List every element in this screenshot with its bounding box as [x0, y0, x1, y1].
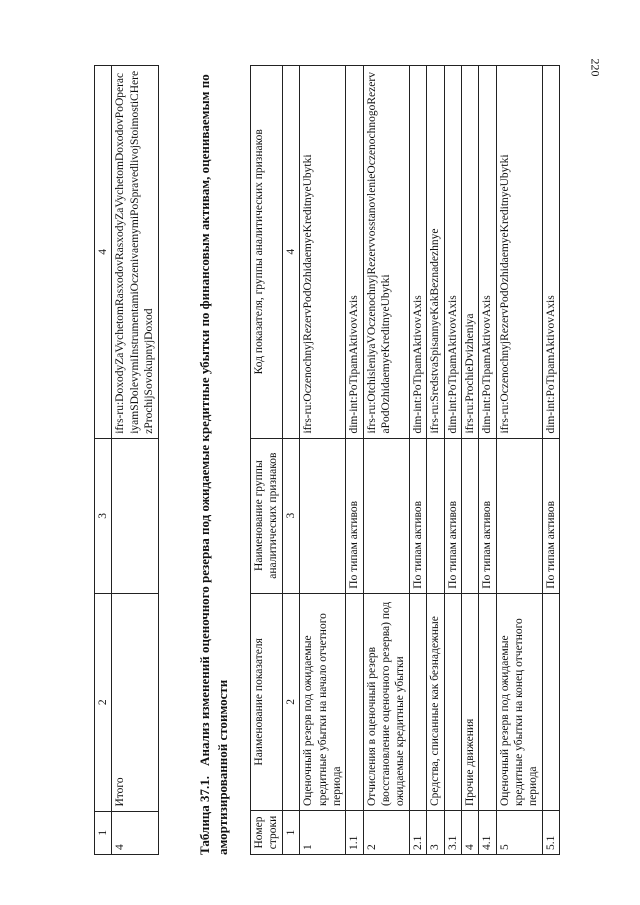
row-group: [112, 438, 158, 593]
row-number: 2.1: [409, 811, 426, 855]
table-row: [496, 66, 542, 855]
row-name: Оценочный резерв под ожидаемые кредитные убытки на начало отчетного периода: [300, 593, 346, 810]
row-code: ifrs-ru:ProchieDvizheniya: [461, 66, 478, 439]
row-code: ifrs-ru:OczenochnyjRezervPodOzhidaemyeKreditnyeUbytki: [496, 66, 542, 439]
row-group: [461, 438, 478, 593]
column-number: 2: [282, 593, 299, 810]
row-group: [427, 438, 444, 593]
row-code: ifrs-ru:OtchisleniyaVOczenochnyjRezervvosstanovlenieOczenochnogoRezervaPodOzhidaemyeKreditnyeUbytki: [363, 66, 409, 439]
column-number: 3: [95, 438, 112, 593]
row-number: 1.1: [346, 811, 363, 855]
table-row: [112, 66, 158, 855]
row-group: По типам активов: [346, 438, 363, 593]
table-row: [542, 66, 559, 855]
row-code: dim-int:PoTipamAktivovAxis: [409, 66, 426, 439]
table-row: [444, 66, 461, 855]
table-caption-text: Анализ изменений оценочного резерва под ожидаемые кредитные убытки по финансовым активам, оцениваемым по амортизированной стоимости: [197, 74, 230, 855]
row-group: [496, 438, 542, 593]
row-name: [479, 593, 496, 810]
row-code: ifrs-ru:DoxodyZaVychetomRasxodovRasxodyZaVychetomDoxodovPoOperaciyamSDolevymiInstrumentamiOczenivaemymiPoSpravedlivojStoimostiCHerezProchijSovokupnyjDoxod: [112, 66, 158, 439]
row-name: [542, 593, 559, 810]
row-number: 4: [461, 811, 478, 855]
row-name: [444, 593, 461, 810]
row-number: 4: [112, 811, 158, 854]
row-name: Отчисления в оценочный резерв (восстановление оценочного резерва) под ожидаемые кредитные убытки: [363, 593, 409, 810]
main-table-header: [251, 66, 283, 855]
column-number: 4: [282, 66, 299, 439]
column-number: 4: [95, 66, 112, 439]
row-number: 5.1: [542, 811, 559, 855]
row-name: Итого: [112, 594, 158, 811]
row-name: Средства, списанные как безнадежные: [427, 593, 444, 810]
row-code: dim-int:PoTipamAktivovAxis: [479, 66, 496, 439]
row-name: Прочие движения: [461, 593, 478, 810]
table-row: [427, 66, 444, 855]
continued-table-column-numbers: [95, 66, 112, 855]
row-code: dim-int:PoTipamAktivovAxis: [542, 66, 559, 439]
row-code: dim-int:PoTipamAktivovAxis: [444, 66, 461, 439]
row-group: По типам активов: [542, 438, 559, 593]
row-group: [363, 438, 409, 593]
row-number: 2: [363, 811, 409, 855]
column-header: Наименование группы аналитических признаков: [251, 438, 283, 593]
row-number: 3.1: [444, 811, 461, 855]
row-group: По типам активов: [409, 438, 426, 593]
row-name: [409, 593, 426, 810]
row-group: По типам активов: [479, 438, 496, 593]
row-name: Оценочный резерв под ожидаемые кредитные убытки на конец отчетного периода: [496, 593, 542, 810]
table-row: [461, 66, 478, 855]
column-header: Наименование показателя: [251, 593, 283, 810]
row-number: 5: [496, 811, 542, 855]
column-number: 1: [282, 811, 299, 855]
row-number: 4.1: [479, 811, 496, 855]
table-row: [300, 66, 346, 855]
row-code: ifrs-ru:SredstvaSpisannyeKakBeznadezhnye: [427, 66, 444, 439]
row-number: 3: [427, 811, 444, 855]
table-caption-label: Таблица 37.1.: [197, 775, 212, 855]
page-number: 220: [588, 58, 603, 77]
row-code: dim-int:PoTipamAktivovAxis: [346, 66, 363, 439]
table-caption: [196, 65, 231, 855]
row-name: [346, 593, 363, 810]
row-number: 1: [300, 811, 346, 855]
column-number: 2: [95, 594, 112, 811]
main-table: [250, 65, 560, 855]
column-header: Код показателя, группы аналитических признаков: [251, 66, 283, 439]
table-row: [363, 66, 409, 855]
table-row: [346, 66, 363, 855]
row-code: ifrs-ru:OczenochnyjRezervPodOzhidaemyeKreditnyeUbytki: [300, 66, 346, 439]
column-number: 3: [282, 438, 299, 593]
table-row: [479, 66, 496, 855]
row-group: [300, 438, 346, 593]
table-row: [409, 66, 426, 855]
continued-table: [94, 65, 159, 855]
column-header: Номер строки: [251, 811, 283, 855]
main-table-column-numbers: [282, 66, 299, 855]
row-group: По типам активов: [444, 438, 461, 593]
column-number: 1: [95, 811, 112, 854]
